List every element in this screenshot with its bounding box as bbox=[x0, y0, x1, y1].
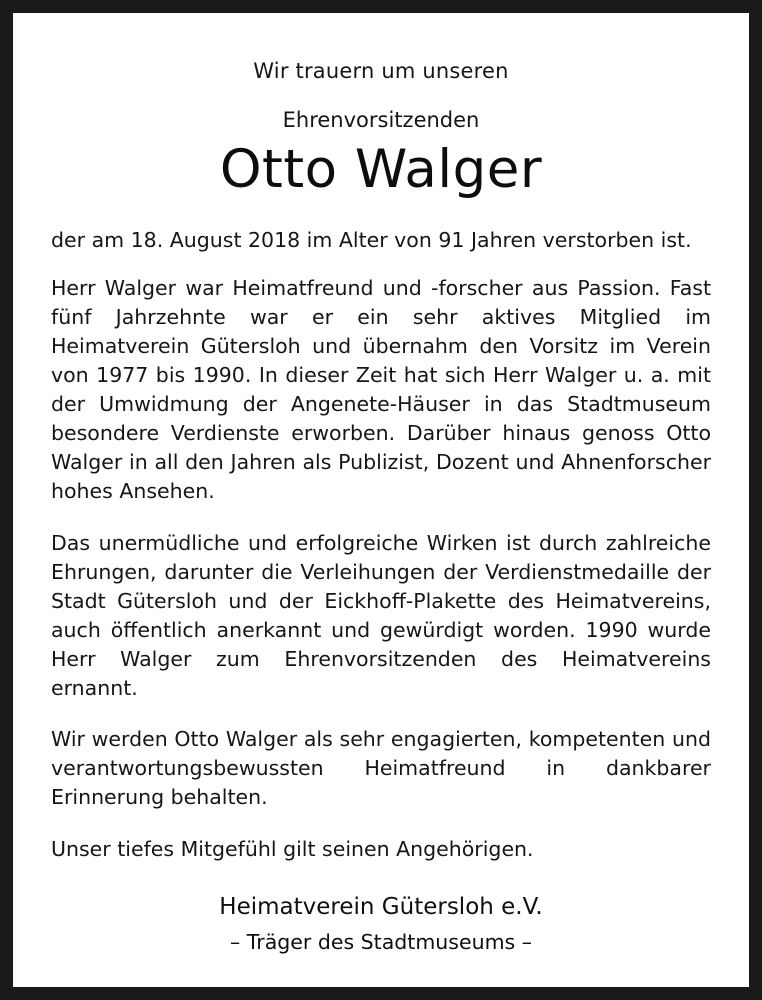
obituary-paragraph-4: Unser tiefes Mitgefühl gilt seinen Angehörigen. bbox=[51, 836, 534, 861]
death-date-line: der am 18. August 2018 im Alter von 91 Jahren verstorben ist. bbox=[51, 227, 692, 252]
deceased-name: Otto Walger bbox=[219, 139, 543, 200]
mourning-lead-text: Wir trauern um unseren bbox=[253, 59, 509, 83]
bottom-spacer bbox=[51, 954, 711, 969]
obituary-paragraph-3: Wir werden Otto Walger als sehr engagierten, kompetenten und verantwortungsbewussten Heimatfreund in dankbarer Erinnerung behalten. bbox=[51, 727, 711, 810]
organization-subtitle: – Träger des Stadtmuseums – bbox=[230, 929, 532, 954]
honorary-role-text: Ehrenvorsitzenden bbox=[282, 108, 480, 132]
obituary-paragraph-1: Herr Walger war Heimatfreund und -forscher aus Passion. Fast fünf Jahrzehnte war er ein sehr aktives Mitglied im Heimatverein Gütersloh und übernahm den Vorsitz im Verein von 1977 bis 1990. In dieser Zeit hat sich Herr Walger u. a. mit der Umwidmung der Angenete-Häuser in das Stadtmuseum besondere Verdienste erworben. Darüber hinaus genoss Otto Walger in all den Jahren als Publizist, Dozent und Ahnenforscher hohes Ansehen. bbox=[51, 275, 711, 504]
organization-signature: Heimatverein Gütersloh e.V. bbox=[219, 893, 543, 920]
obituary-paragraph-2: Das unermüdliche und erfolgreiche Wirken ist durch zahlreiche Ehrungen, darunter die Verleihungen der Verdienstmedaille der Stadt Gütersloh und der Eickhoff-Plakette des Heimatvereins, auch öffentlich anerkannt und gewürdigt worden. 1990 wurde Herr Walger zum Ehrenvorsitzenden des Heimatvereins ernannt. bbox=[51, 530, 711, 701]
